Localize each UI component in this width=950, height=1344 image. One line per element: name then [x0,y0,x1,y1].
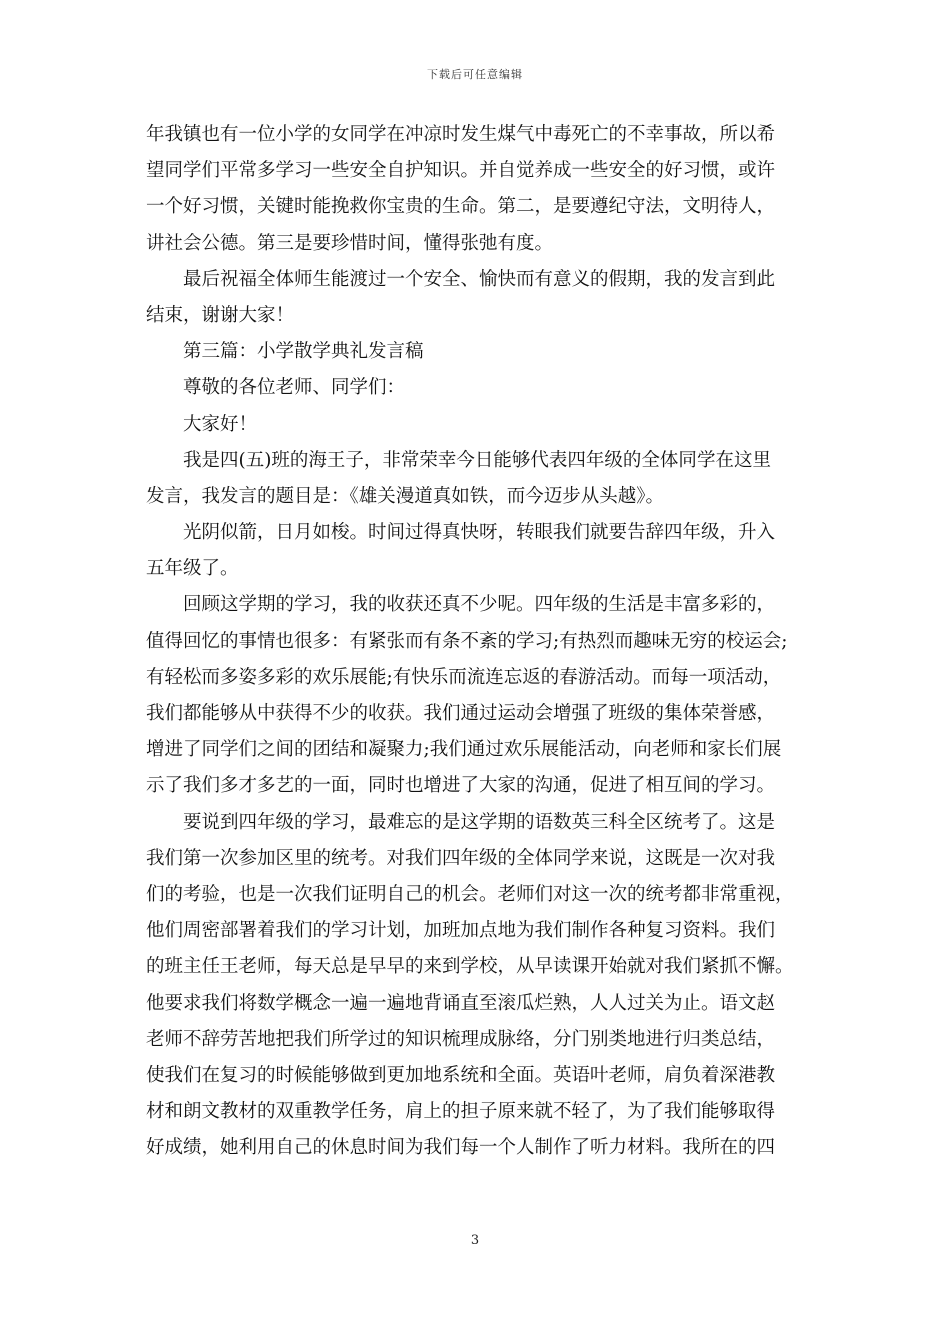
paragraph-first-line: 回顾这学期的学习，我的收获还真不少呢。四年级的生活是丰富多彩的， [183,594,776,616]
salutation: 尊敬的各位老师、同学们： [183,377,406,399]
paragraph-first-line: 我是四(五)班的海王子，非常荣幸今日能够代表四年级的全体同学在这里 [183,449,771,471]
page-header: 下载后可任意编辑 [427,68,523,81]
text-line: 年我镇也有一位小学的女同学在冲凉时发生煤气中毒死亡的不幸事故，所以希 [146,124,776,145]
text-line: 一个好习惯，关键时能挽救你宝贵的生命。第二，是要遵纪守法，文明待人， [146,196,776,218]
document-body [146,117,810,1166]
paragraph-first-line: 最后祝福全体师生能渡过一个安全、愉快而有意义的假期，我的发言到此 [183,268,776,290]
text-line: 增进了同学们之间的团结和凝聚力;我们通过欢乐展能活动，向老师和家长们展 [146,739,782,761]
text-line: 使我们在复习的时候能够做到更加地系统和全面。英语叶老师，肩负着深港教 [146,1064,776,1086]
text-line: 我们第一次参加区里的统考。对我们四年级的全体同学来说，这既是一次对我 [146,847,776,869]
text-line: 他们周密部署着我们的学习计划，加班加点地为我们制作各种复习资料。我们 [146,920,776,942]
text-line: 讲社会公德。第三是要珍惜时间，懂得张弛有度。 [146,232,554,254]
text-line: 好成绩，她利用自己的休息时间为我们每一个人制作了听力材料。我所在的四 [146,1137,776,1159]
text-line: 们的考验，也是一次我们证明自己的机会。老师们对这一次的统考都非常重视， [146,883,794,905]
text-line: 五年级了。 [146,558,239,580]
text-line: 示了我们多才多艺的一面，同时也增进了大家的沟通，促进了相互间的学习。 [146,775,776,797]
section-title: 第三篇：小学散学典礼发言稿 [183,341,424,363]
text-line: 的班主任王老师，每天总是早早的来到学校，从早读课开始就对我们紧抓不懈。 [146,956,794,978]
paragraph-first-line: 光阴似箭，日月如梭。时间过得真快呀，转眼我们就要告辞四年级，升入 [183,522,776,544]
greeting: 大家好！ [183,413,258,435]
text-line: 他要求我们将数学概念一遍一遍地背诵直至滚瓜烂熟，人人过关为止。语文赵 [146,992,776,1014]
page-number: 3 [470,1233,480,1248]
text-line: 老师不辞劳苦地把我们所学过的知识梳理成脉络，分门别类地进行归类总结， [146,1028,776,1050]
text-line: 有轻松而多姿多彩的欢乐展能;有快乐而流连忘返的春游活动。而每一项活动， [146,666,782,688]
text-line: 望同学们平常多学习一些安全自护知识。并自觉养成一些安全的好习惯，或许 [146,160,776,182]
paragraph-first-line: 要说到四年级的学习，最难忘的是这学期的语数英三科全区统考了。这是 [183,811,776,833]
text-line: 我们都能够从中获得不少的收获。我们通过运动会增强了班级的集体荣誉感， [146,703,776,724]
text-line: 值得回忆的事情也很多：有紧张而有条不紊的学习;有热烈而趣味无穷的校运会; [146,630,788,652]
text-line: 发言，我发言的题目是：《雄关漫道真如铁，而今迈步从头越》。 [146,485,665,507]
text-line: 结束，谢谢大家！ [146,304,295,326]
text-line: 材和朗文教材的双重教学任务，肩上的担子原来就不轻了，为了我们能够取得 [146,1101,776,1123]
